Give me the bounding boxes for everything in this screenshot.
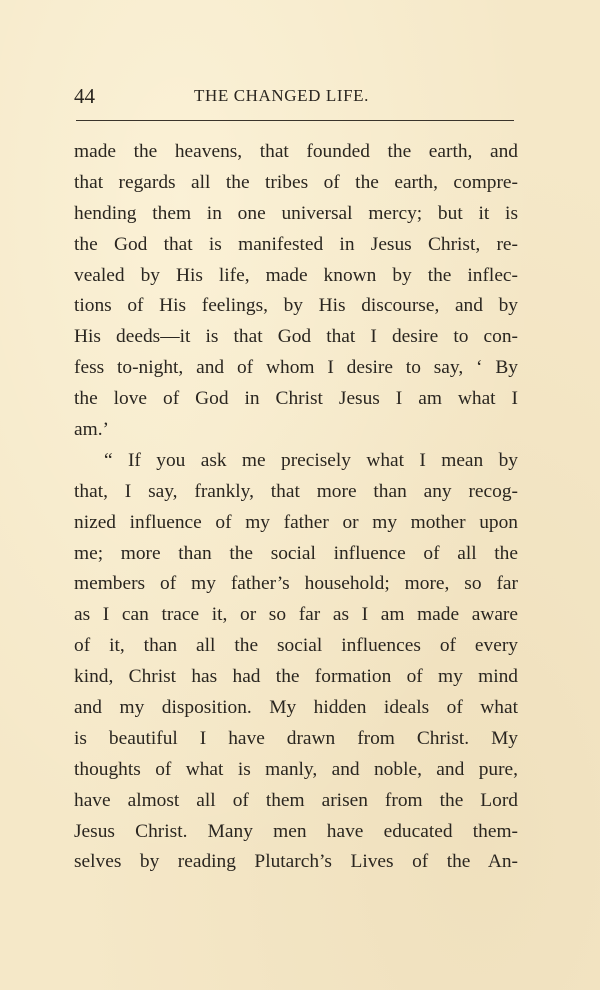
text-line: Jesus Christ. Many men have educated them- xyxy=(74,820,518,842)
text-line: fess to-night, and of whom I desire to say, ‘ By xyxy=(74,357,518,379)
text-line: kind, Christ has had the formation of my mind xyxy=(74,666,518,688)
text-line: that regards all the tribes of the earth, compre- xyxy=(74,171,518,193)
body-text xyxy=(74,137,518,878)
text-line: of it, than all the social influences of every xyxy=(74,635,518,657)
text-line: members of my father’s household; more, so far xyxy=(74,573,518,595)
text-line: is beautiful I have drawn from Christ. My xyxy=(74,727,518,749)
text-line: that, I say, frankly, that more than any recog- xyxy=(74,480,518,502)
paragraph-start-line: “ If you ask me precisely what I mean by xyxy=(104,449,518,471)
text-line: His deeds—it is that God that I desire to con- xyxy=(74,326,518,348)
text-line: me; more than the social influence of all the xyxy=(74,542,518,564)
text-line: and my disposition. My hidden ideals of what xyxy=(74,697,518,719)
running-head xyxy=(74,84,516,108)
text-line: selves by reading Plutarch’s Lives of the An- xyxy=(74,851,518,873)
text-line: hending them in one universal mercy; but it is xyxy=(74,202,518,224)
text-line: as I can trace it, or so far as I am made aware xyxy=(74,604,518,626)
running-title: THE CHANGED LIFE. xyxy=(194,86,369,105)
text-line: made the heavens, that founded the earth, and xyxy=(74,141,518,162)
text-line: have almost all of them arisen from the Lord xyxy=(74,789,518,811)
text-line: thoughts of what is manly, and noble, and pure, xyxy=(74,758,518,780)
header-rule xyxy=(76,120,514,121)
text-line: the God that is manifested in Jesus Christ, re- xyxy=(74,233,518,255)
paragraph-end-line: am.’ xyxy=(74,419,109,441)
page-number: 44 xyxy=(74,84,95,108)
text-line: vealed by His life, made known by the inflec- xyxy=(74,264,518,286)
text-line: the love of God in Christ Jesus I am what I xyxy=(74,388,518,410)
text-line: nized influence of my father or my mother upon xyxy=(74,511,518,533)
text-line: tions of His feelings, by His discourse, and by xyxy=(74,295,518,317)
